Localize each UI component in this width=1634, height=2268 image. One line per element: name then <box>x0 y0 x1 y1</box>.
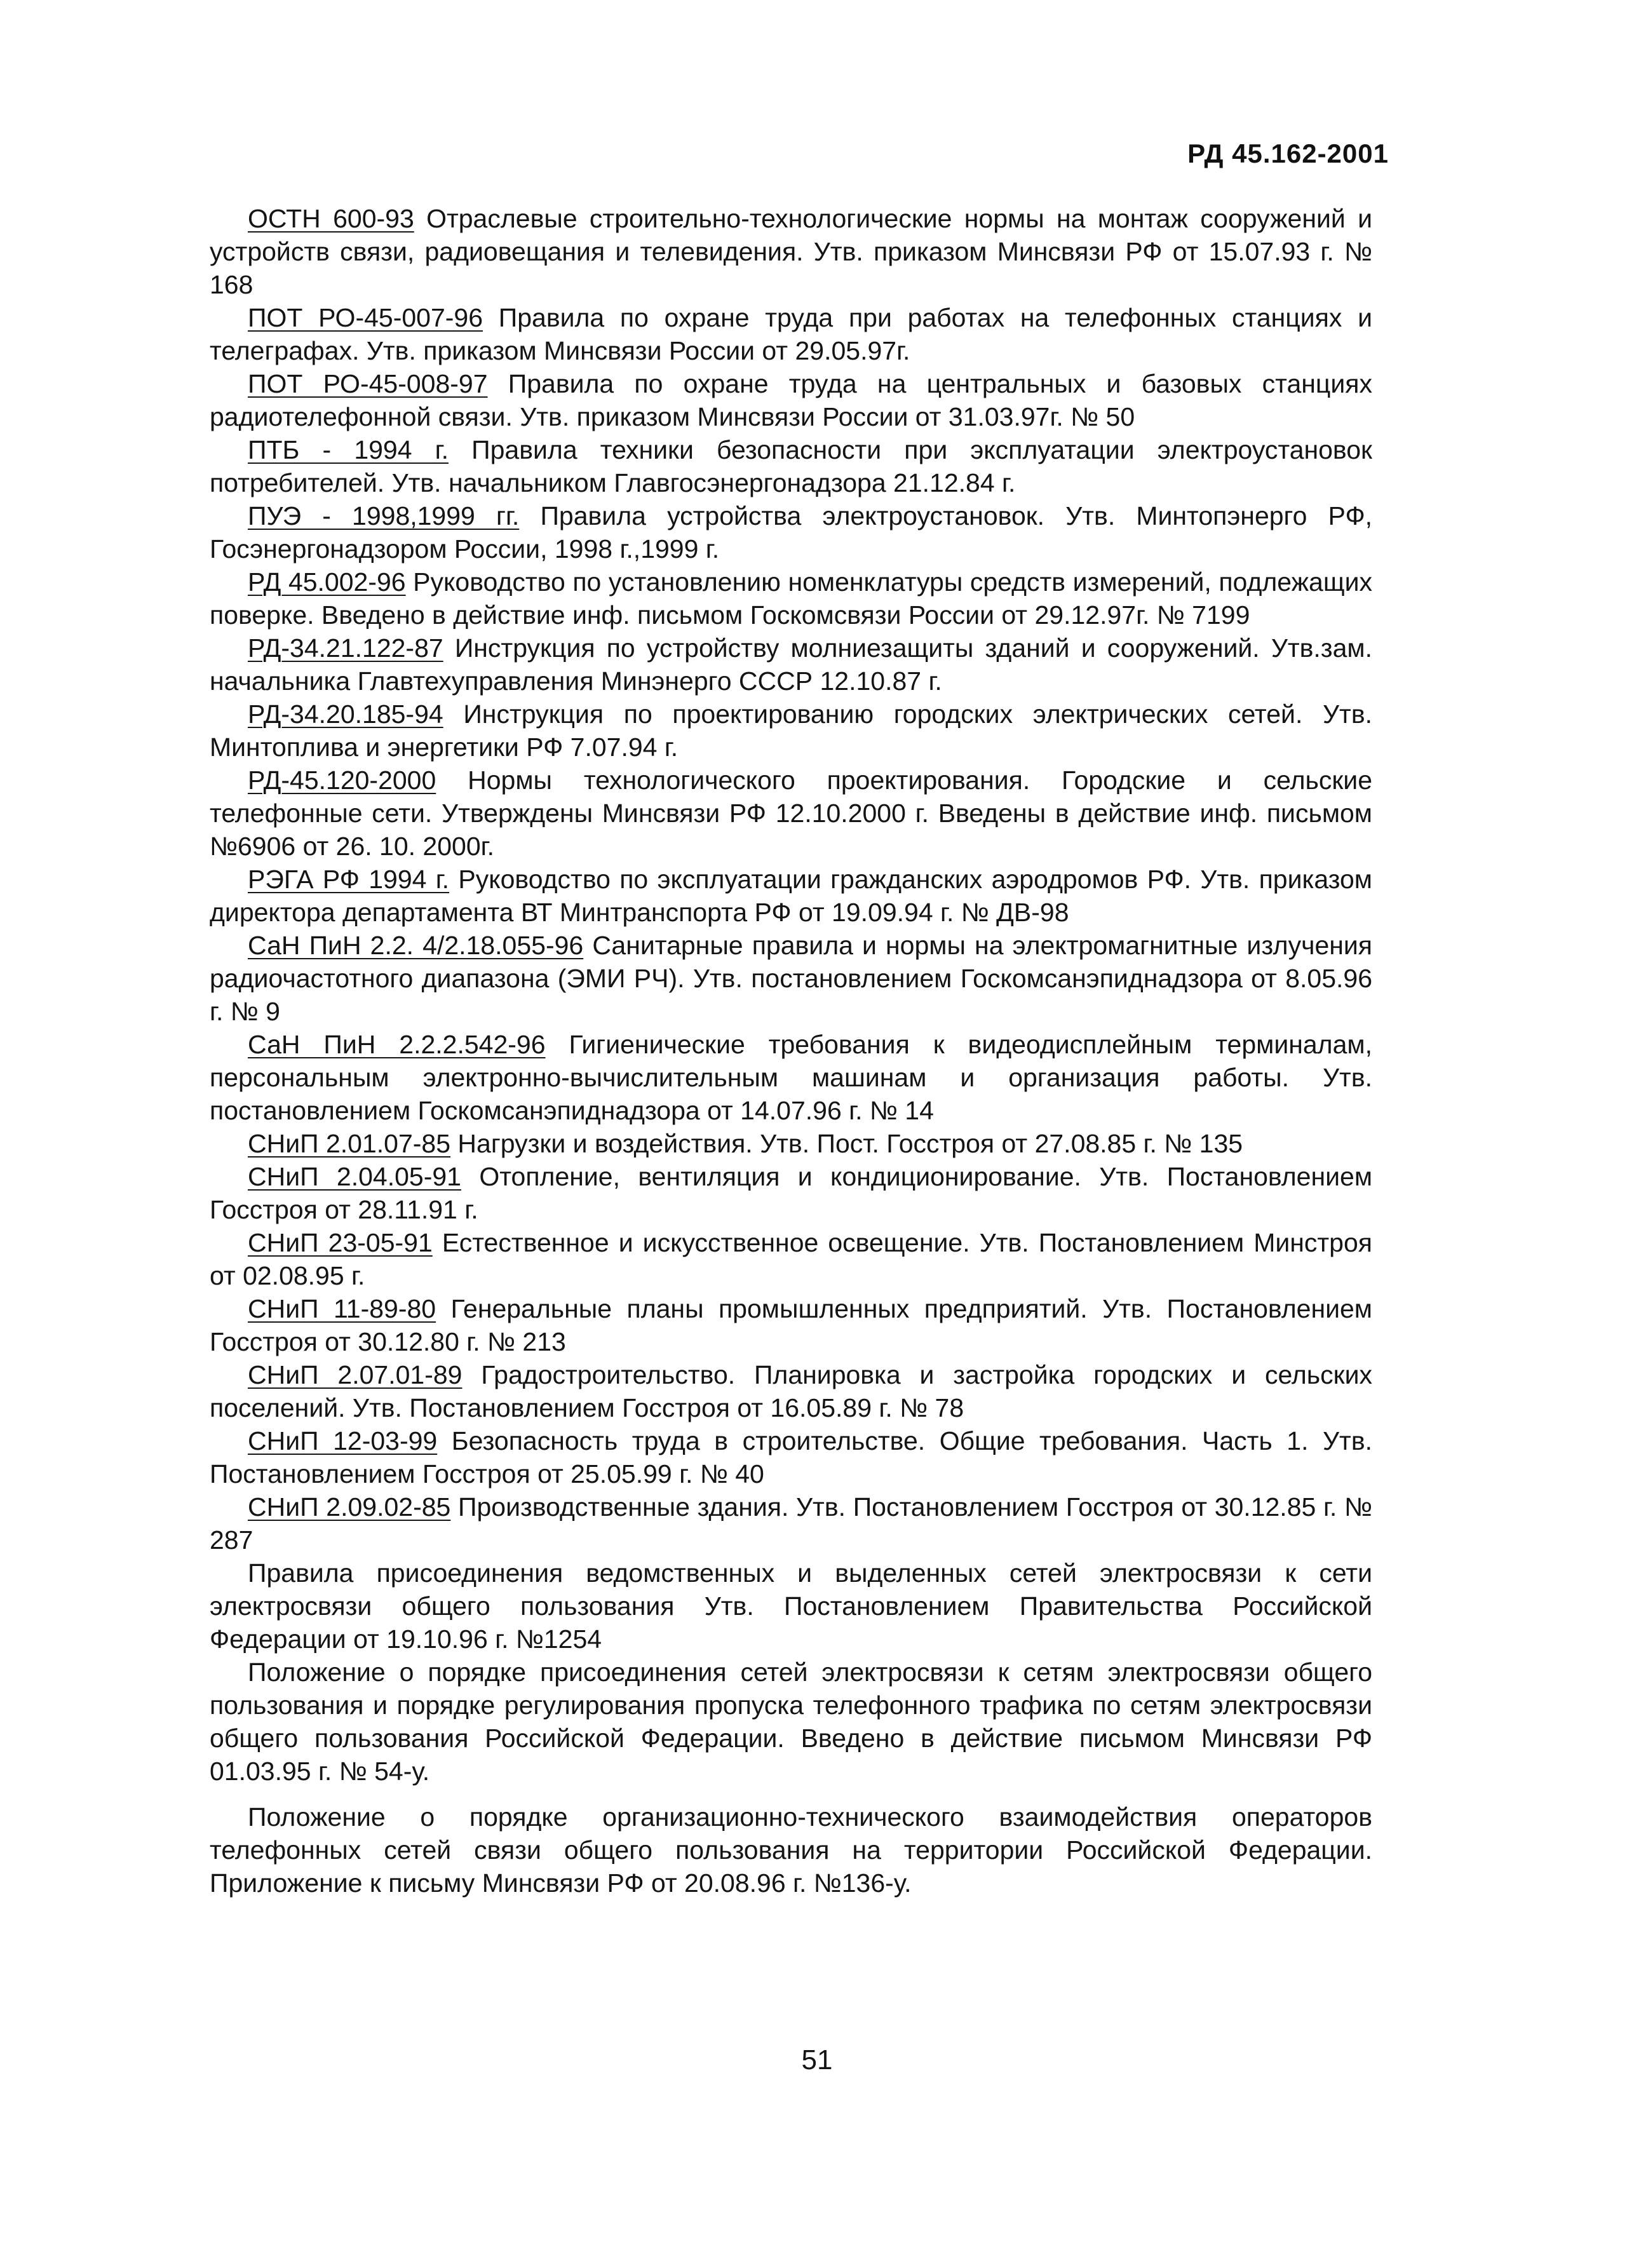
reference-text: Правила по охране труда при работах на телефонных станциях и телеграфах. Утв. приказом Минсвязи России от 29.05.97г. <box>210 303 1372 365</box>
reference-item <box>210 1160 1372 1226</box>
reference-code: СНиП 2.07.01-89 <box>248 1360 463 1389</box>
reference-item <box>210 1424 1372 1490</box>
reference-code: РЭГА РФ 1994 г. <box>248 865 450 894</box>
reference-item <box>210 1358 1372 1424</box>
reference-item <box>210 1556 1372 1656</box>
reference-list <box>210 202 1372 1900</box>
reference-text: Положение о порядке присоединения сетей электросвязи к сетям электросвязи общего пользования и порядке регулирования пропуска телефонного трафика по сетям электросвязи общего пользования Российской Федерации. Введено в действие письмом Минсвязи РФ 01.03.95 г. № 54-у. <box>210 1657 1372 1786</box>
reference-code: ПТБ - 1994 г. <box>248 435 449 464</box>
reference-text: Безопасность труда в строительстве. Общие требования. Часть 1. Утв. Постановлением Госстроя от 25.05.99 г. № 40 <box>210 1426 1372 1488</box>
reference-item <box>210 1226 1372 1292</box>
reference-text: Инструкция по проектированию городских электрических сетей. Утв. Минтоплива и энергетики РФ 7.07.94 г. <box>210 699 1372 762</box>
reference-code: РД 45.002-96 <box>248 567 406 597</box>
reference-text: Градостроительство. Планировка и застройка городских и сельских поселений. Утв. Постановлением Госстроя от 16.05.89 г. № 78 <box>210 1360 1373 1422</box>
reference-item <box>210 1028 1372 1127</box>
reference-item <box>210 433 1372 499</box>
paragraph-spacer <box>210 1788 1372 1800</box>
page-number: 51 <box>801 2044 833 2076</box>
reference-text: Производственные здания. Утв. Постановлением Госстроя от 30.12.85 г. № 287 <box>210 1492 1372 1555</box>
reference-text: Руководство по эксплуатации гражданских аэродромов РФ. Утв. приказом директора департамента ВТ Минтранспорта РФ от 19.09.94 г. № ДВ-98 <box>210 865 1372 927</box>
reference-item <box>210 301 1372 367</box>
reference-item <box>210 698 1372 764</box>
reference-item <box>210 1800 1372 1900</box>
reference-text: Правила присоединения ведомственных и выделенных сетей электросвязи к сети электросвязи общего пользования Утв. Постановлением Правительства Российской Федерации от 19.10.96 г. №1254 <box>210 1558 1372 1654</box>
reference-item <box>210 764 1372 863</box>
reference-text: Нормы технологического проектирования. Городские и сельские телефонные сети. Утверждены Минсвязи РФ 12.10.2000 г. Введены в действие инф. письмом №6906 от 26. 10. 2000г. <box>210 766 1372 861</box>
reference-text: Естественное и искусственное освещение. Утв. Постановлением Минстроя от 02.08.95 г. <box>210 1228 1372 1290</box>
reference-code: ПОТ РО-45-007-96 <box>248 303 483 332</box>
reference-text: Руководство по установлению номенклатуры средств измерений, подлежащих поверке. Введено в действие инф. письмом Госкомсвязи России от 29.12.97г. № 7199 <box>210 567 1372 630</box>
reference-code: ПОТ РО-45-008-97 <box>248 369 488 398</box>
reference-code: СНиП 2.01.07-85 <box>248 1129 451 1158</box>
reference-item <box>210 631 1372 698</box>
reference-item <box>210 1490 1372 1556</box>
reference-code: РД-34.21.122-87 <box>248 633 443 663</box>
reference-code: СНиП 2.09.02-85 <box>248 1492 451 1522</box>
reference-code: РД-45.120-2000 <box>248 766 436 795</box>
reference-item <box>210 565 1372 631</box>
reference-item <box>210 1292 1372 1358</box>
reference-text: Положение о порядке организационно-технического взаимодействия операторов телефонных сетей связи общего пользования на территории Российской Федерации. Приложение к письму Минсвязи РФ от 20.08.96 г. №136-у. <box>210 1802 1372 1898</box>
reference-text: Санитарные правила и нормы на электромагнитные излучения радиочастотного диапазона (ЭМИ РЧ). Утв. постановлением Госкомсанэпиднадзора от 8.05.96 г. № 9 <box>210 931 1372 1026</box>
reference-item <box>210 929 1372 1028</box>
reference-code: СНиП 23-05-91 <box>248 1228 433 1257</box>
reference-code: СНиП 12-03-99 <box>248 1426 438 1455</box>
reference-code: СНиП 2.04.05-91 <box>248 1162 461 1191</box>
reference-code: ОСТН 600-93 <box>248 204 414 233</box>
reference-code: РД-34.20.185-94 <box>248 699 443 729</box>
reference-text: Гигиенические требования к видеодисплейным терминалам, персональным электронно-вычислительным машинам и организация работы. Утв. постановлением Госкомсанэпиднадзора от 14.07.96 г. № 14 <box>210 1030 1372 1125</box>
reference-code: СаН ПиН 2.2.2.542-96 <box>248 1030 546 1059</box>
reference-text: Правила техники безопасности при эксплуатации электроустановок потребителей. Утв. начальником Главгосэнергонадзора 21.12.84 г. <box>210 435 1372 497</box>
reference-item <box>210 1656 1372 1788</box>
reference-item <box>210 863 1372 929</box>
reference-item <box>210 499 1372 565</box>
reference-item <box>210 202 1372 301</box>
reference-item <box>210 367 1372 433</box>
reference-code: СНиП 11-89-80 <box>248 1294 436 1323</box>
reference-text: Нагрузки и воздействия. Утв. Пост. Госстроя от 27.08.85 г. № 135 <box>450 1129 1243 1158</box>
reference-text: Отопление, вентиляция и кондиционирование. Утв. Постановлением Госстроя от 28.11.91 г. <box>210 1162 1373 1224</box>
reference-text: Правила устройства электроустановок. Утв. Минтопэнерго РФ, Госэнергонадзором России, 1998 г.,1999 г. <box>210 501 1373 564</box>
reference-text: Отраслевые строительно-технологические нормы на монтаж сооружений и устройств связи, радиовещания и телевидения. Утв. приказом Минсвязи РФ от 15.07.93 г. № 168 <box>210 204 1372 299</box>
reference-text: Правила по охране труда на центральных и базовых станциях радиотелефонной связи. Утв. приказом Минсвязи России от 31.03.97г. № 50 <box>210 369 1372 431</box>
reference-text: Инструкция по устройству молниезащиты зданий и сооружений. Утв.зам. начальника Главтехуправления Минэнерго СССР 12.10.87 г. <box>210 633 1372 696</box>
reference-item <box>210 1127 1372 1160</box>
reference-code: ПУЭ - 1998,1999 гг. <box>248 501 520 530</box>
reference-code: СаН ПиН 2.2. 4/2.18.055-96 <box>248 931 584 960</box>
document-code-header: РД 45.162-2001 <box>1187 138 1389 168</box>
reference-text: Генеральные планы промышленных предприятий. Утв. Постановлением Госстроя от 30.12.80 г. № 213 <box>210 1294 1372 1356</box>
